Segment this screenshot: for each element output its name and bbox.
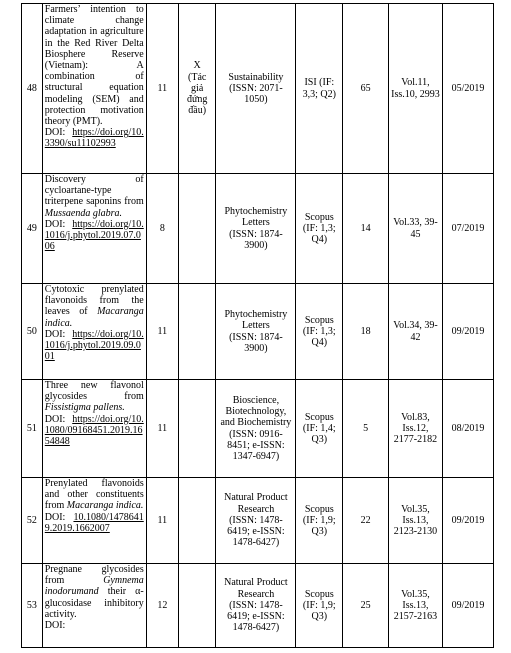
author-count: 8	[146, 174, 178, 284]
article-title-cell	[42, 478, 146, 564]
table-body	[22, 4, 494, 648]
doi-link[interactable]: https://doi.org/10.1016/j.phytol.2019.07.006	[44, 218, 144, 253]
volume-cell: Vol.35, Iss.13, 2157-2163	[388, 564, 442, 648]
row-number: 49	[22, 174, 43, 284]
row-number: 53	[22, 564, 43, 648]
index-cell: Scopus (IF: 1,9; Q3)	[296, 564, 343, 648]
main-author-cell	[178, 174, 215, 284]
index-cell: Scopus (IF: 1,4; Q3)	[296, 380, 343, 478]
doi-link[interactable]: 10.1080/14786419.2019.1662007	[44, 511, 144, 534]
index-cell: Scopus (IF: 1,3; Q4)	[296, 174, 343, 284]
author-count: 11	[146, 478, 178, 564]
volume-cell: Vol.83, Iss.12, 2177-2182	[388, 380, 442, 478]
publication-date: 08/2019	[442, 380, 493, 478]
citation-count: 65	[343, 4, 389, 174]
doi-line: DOI: https://doi.org/10.3390/su11102993	[44, 127, 144, 150]
article-title: Three new flavonol glycosides from Fissistigma pallens.	[44, 380, 144, 414]
publication-table	[21, 3, 494, 648]
volume-cell: Vol.33, 39-45	[388, 174, 442, 284]
author-count: 11	[146, 4, 178, 174]
publication-date: 09/2019	[442, 478, 493, 564]
article-title-cell	[42, 284, 146, 380]
row-number: 48	[22, 4, 43, 174]
volume-cell: Vol.34, 39-42	[388, 284, 442, 380]
article-title-cell	[42, 174, 146, 284]
index-cell: ISI (IF: 3,3; Q2)	[296, 4, 343, 174]
table-row	[22, 564, 494, 648]
index-cell: Scopus (IF: 1,3; Q4)	[296, 284, 343, 380]
citation-count: 5	[343, 380, 389, 478]
journal-cell: Natural Product Research (ISSN: 1478-6419; e-ISSN: 1478-6427)	[216, 478, 296, 564]
main-author-cell	[178, 564, 215, 648]
table-row	[22, 284, 494, 380]
volume-cell: Vol.35, Iss.13, 2123-2130	[388, 478, 442, 564]
citation-count: 22	[343, 478, 389, 564]
table-row	[22, 380, 494, 478]
journal-cell: Phytochemistry Letters (ISSN: 1874-3900)	[216, 174, 296, 284]
table-row	[22, 174, 494, 284]
article-title-cell	[42, 564, 146, 648]
main-author-cell	[178, 380, 215, 478]
article-title: Prenylated flavonoids and other constituents from Macaranga indica.	[44, 478, 144, 512]
citation-count: 18	[343, 284, 389, 380]
doi-line: DOI: https://doi.org/10.1080/09168451.2019.1654848	[44, 413, 144, 448]
author-count: 12	[146, 564, 178, 648]
index-cell: Scopus (IF: 1,9; Q3)	[296, 478, 343, 564]
article-title-cell	[42, 380, 146, 478]
table-row	[22, 4, 494, 174]
doi-link[interactable]: https://doi.org/10.1080/09168451.2019.1654848	[44, 413, 144, 448]
doi-line: DOI:	[44, 620, 66, 632]
publication-date: 09/2019	[442, 564, 493, 648]
article-title: Farmers’ intention to climate change adaptation in agriculture in the Red River Delta Biosphere Reserve (Vietnam): A combination of structural equation modeling (SEM) and protection motivation theory (PMT).	[44, 4, 144, 128]
article-title: Pregnane glycosides from Gymnema inodorumand their α-glucosidase inhibitory activity.	[44, 564, 144, 620]
main-author-cell	[178, 284, 215, 380]
article-title: Cytotoxic prenylated flavonoids from the leaves of Macaranga indica.	[44, 284, 144, 329]
row-number: 51	[22, 380, 43, 478]
volume-cell: Vol.11, Iss.10, 2993	[388, 4, 442, 174]
journal-cell: Phytochemistry Letters (ISSN: 1874-3900)	[216, 284, 296, 380]
doi-link[interactable]: https://doi.org/10.3390/su11102993	[44, 127, 144, 150]
journal-cell: Bioscience, Biotechnology, and Biochemistry (ISSN: 0916-8451; e-ISSN: 1347-6947)	[216, 380, 296, 478]
citation-count: 14	[343, 174, 389, 284]
publication-date: 07/2019	[442, 174, 493, 284]
journal-cell: Sustainability (ISSN: 2071-1050)	[216, 4, 296, 174]
doi-line: DOI: https://doi.org/10.1016/j.phytol.2019.07.006	[44, 218, 144, 253]
article-title-cell	[42, 4, 146, 174]
main-author-cell: X (Tác giả đứng đầu)	[178, 4, 215, 174]
publication-date: 05/2019	[442, 4, 493, 174]
row-number: 50	[22, 284, 43, 380]
doi-line: DOI: 10.1080/14786419.2019.1662007	[44, 511, 144, 534]
row-number: 52	[22, 478, 43, 564]
journal-cell: Natural Product Research (ISSN: 1478-6419; e-ISSN: 1478-6427)	[216, 564, 296, 648]
citation-count: 25	[343, 564, 389, 648]
doi-link[interactable]: https://doi.org/10.1016/j.phytol.2019.09.001	[44, 328, 144, 363]
article-title: Discovery of cycloartane-type triterpene saponins from Mussaenda glabra.	[44, 174, 144, 219]
publication-date: 09/2019	[442, 284, 493, 380]
table-row	[22, 478, 494, 564]
author-count: 11	[146, 284, 178, 380]
author-count: 11	[146, 380, 178, 478]
doi-line: DOI: https://doi.org/10.1016/j.phytol.2019.09.001	[44, 328, 144, 363]
main-author-cell	[178, 478, 215, 564]
